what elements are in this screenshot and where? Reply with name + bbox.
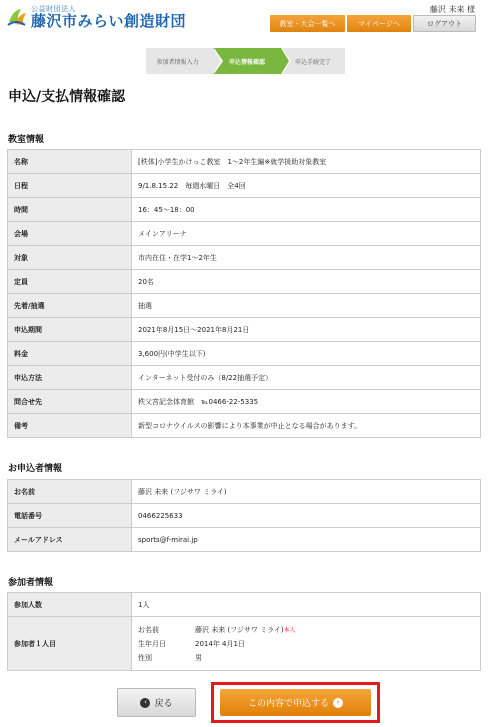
logo-subtitle: 公益財団法人 bbox=[31, 4, 76, 13]
table-row bbox=[8, 366, 481, 390]
row-value: 1人 bbox=[132, 593, 481, 617]
page-title: 申込/支払情報確認 bbox=[8, 89, 126, 105]
step-label: 参加者情報入力 bbox=[156, 58, 199, 66]
row-key: 参加人数 bbox=[8, 593, 132, 617]
table-row bbox=[8, 294, 481, 318]
table-row bbox=[8, 198, 481, 222]
row-key: 料金 bbox=[8, 342, 132, 366]
table-row bbox=[8, 174, 481, 198]
row-key: 時間 bbox=[8, 198, 132, 222]
table-row bbox=[8, 504, 481, 528]
table-row bbox=[8, 342, 481, 366]
section-title-participants: 参加者情報 bbox=[8, 578, 54, 588]
logout-button[interactable]: ログアウト bbox=[413, 15, 476, 32]
row-value: 3,600円(中学生以下) bbox=[132, 342, 481, 366]
section-title-applicant: お申込者情報 bbox=[8, 464, 63, 474]
classes-list-button[interactable]: 教室・大会一覧へ bbox=[270, 15, 345, 32]
chevron-right-icon: › bbox=[333, 698, 343, 708]
participant-name-value bbox=[195, 625, 480, 635]
back-button[interactable] bbox=[117, 688, 196, 717]
row-key: 申込期間 bbox=[8, 318, 132, 342]
row-value: 2021年8月15日～2021年8月21日 bbox=[132, 318, 481, 342]
table-row bbox=[8, 270, 481, 294]
row-key: 定員 bbox=[8, 270, 132, 294]
user-name: 藤沢 未来 様 bbox=[429, 5, 475, 14]
row-value: 16：45～18：00 bbox=[132, 198, 481, 222]
back-button-label: 戻る bbox=[154, 699, 173, 709]
logo-title: 藤沢市みらい創造財団 bbox=[31, 11, 187, 30]
table-row bbox=[8, 480, 481, 504]
participant-birth-value: 2014年 4月1日 bbox=[195, 639, 245, 648]
participant-sex-value: 男 bbox=[195, 653, 202, 662]
step-participant-input bbox=[146, 48, 213, 74]
row-key: 名称 bbox=[8, 150, 132, 174]
row-key: お名前 bbox=[8, 480, 132, 504]
header-nav bbox=[270, 15, 476, 32]
row-value: 20名 bbox=[132, 270, 481, 294]
table-row bbox=[8, 222, 481, 246]
row-value: インターネット受付のみ（8/22抽選予定） bbox=[132, 366, 481, 390]
logo[interactable] bbox=[6, 4, 186, 30]
participant-detail bbox=[132, 617, 481, 671]
submit-highlight bbox=[211, 682, 380, 723]
row-value: 0466225633 bbox=[132, 504, 481, 528]
participant-birth-label: 生年月日 bbox=[138, 639, 166, 648]
progress-steps bbox=[146, 48, 345, 74]
applicant-table bbox=[7, 479, 481, 552]
logo-mark-icon bbox=[6, 6, 28, 28]
step-confirm bbox=[213, 48, 281, 74]
self-tag: 本人 bbox=[283, 626, 296, 634]
row-value: 9/1.8.15.22 毎週水曜日 全4回 bbox=[132, 174, 481, 198]
row-value: メインアリーナ bbox=[132, 222, 481, 246]
classroom-table bbox=[7, 149, 481, 438]
table-row bbox=[8, 150, 481, 174]
participant-sex-label: 性別 bbox=[138, 653, 152, 662]
row-key: メールアドレス bbox=[8, 528, 132, 552]
row-key: 参加者１人目 bbox=[8, 617, 132, 671]
table-row bbox=[8, 246, 481, 270]
row-value: [秩体]小学生かけっこ教室 1～2年生編※就学援助対象教室 bbox=[132, 150, 481, 174]
row-key: 先着/抽選 bbox=[8, 294, 132, 318]
row-value: sports@f-mirai.jp bbox=[132, 528, 481, 552]
step-label: 申込情報確認 bbox=[228, 58, 265, 66]
row-value: 藤沢 未来 (フジサワ ミライ) bbox=[132, 480, 481, 504]
submit-button[interactable] bbox=[220, 689, 371, 716]
participant-name: 藤沢 未来 (フジサワ ミライ) bbox=[195, 625, 284, 634]
participants-table bbox=[7, 592, 481, 671]
row-key: 会場 bbox=[8, 222, 132, 246]
row-value: 新型コロナウイルスの影響により本事業が中止となる場合があります。 bbox=[132, 414, 481, 438]
table-row bbox=[8, 414, 481, 438]
table-row bbox=[8, 593, 481, 617]
row-value: 秩父宮記念体育館 ℡0466-22-5335 bbox=[132, 390, 481, 414]
table-row bbox=[8, 390, 481, 414]
row-value: 市内在住・在学1～2年生 bbox=[132, 246, 481, 270]
mypage-button[interactable]: マイページへ bbox=[347, 15, 411, 32]
table-row bbox=[8, 528, 481, 552]
row-key: 問合せ先 bbox=[8, 390, 132, 414]
table-row bbox=[8, 617, 481, 671]
logo-text bbox=[31, 6, 186, 29]
row-key: 備考 bbox=[8, 414, 132, 438]
row-key: 対象 bbox=[8, 246, 132, 270]
table-row bbox=[8, 318, 481, 342]
chevron-left-icon: ‹ bbox=[140, 698, 150, 708]
submit-button-label: この内容で申込する bbox=[247, 699, 329, 709]
participant-name-label: お名前 bbox=[138, 625, 159, 634]
step-label: 申込手続完了 bbox=[294, 58, 331, 66]
row-key: 日程 bbox=[8, 174, 132, 198]
section-title-classroom: 教室情報 bbox=[8, 135, 45, 145]
row-key: 電話番号 bbox=[8, 504, 132, 528]
row-key: 申込方法 bbox=[8, 366, 132, 390]
row-value: 抽選 bbox=[132, 294, 481, 318]
